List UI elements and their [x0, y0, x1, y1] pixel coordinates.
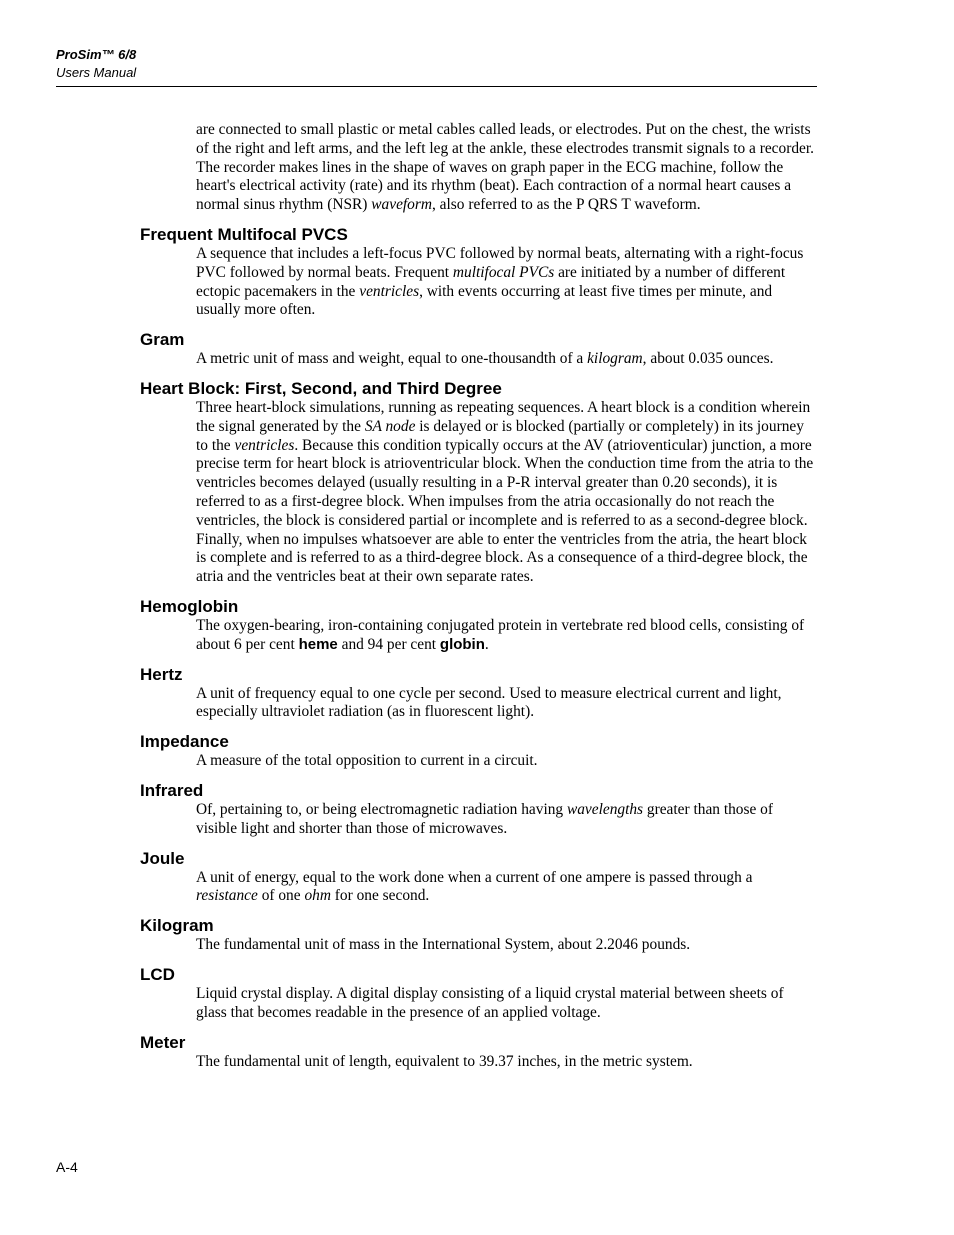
glossary-definition: A unit of frequency equal to one cycle per second. Used to measure electrical current and light, especially ultraviolet radiation (as in fluorescent light). [196, 684, 782, 721]
glossary-definition: A sequence that includes a left-focus PVC followed by normal beats, alternating with a right-focus PVC followed by normal beats. Frequent multifocal PVCs are initiated by a number of different ectopic pacemakers in the ventricles, with events occurring at least five times per minute, and usually more often. [196, 244, 804, 319]
glossary-definition: Liquid crystal display. A digital display consisting of a liquid crystal material between sheets of glass that becomes readable in the presence of an applied voltage. [196, 984, 784, 1021]
glossary-term: Kilogram [140, 916, 214, 936]
glossary-entry-heart-block [140, 379, 817, 587]
glossary-entry-gram [140, 330, 817, 369]
page-header [56, 46, 816, 82]
page-number: A-4 [56, 1159, 78, 1175]
glossary-definition: The fundamental unit of mass in the International System, about 2.2046 pounds. [196, 936, 691, 954]
header-divider [56, 86, 817, 87]
glossary-term: Joule [140, 848, 185, 868]
glossary-definition: The fundamental unit of length, equivalent to 39.37 inches, in the metric system. [196, 1052, 693, 1070]
glossary-definition: Of, pertaining to, or being electromagnetic radiation having wavelengths greater than those of visible light and shorter than those of microwaves. [196, 800, 773, 837]
glossary-term: Gram [140, 330, 185, 350]
glossary-term: Frequent Multifocal PVCS [140, 224, 348, 244]
manual-title: Users Manual [56, 65, 137, 80]
glossary-entry-meter [140, 1033, 817, 1072]
glossary-entry-hemoglobin [140, 597, 817, 655]
glossary-term: Meter [140, 1032, 186, 1052]
glossary-definition: The oxygen-bearing, iron-containing conjugated protein in vertebrate red blood cells, consisting of about 6 per cent heme and 94 per cent globin. [196, 616, 805, 653]
glossary-entry-infrared [140, 781, 817, 839]
glossary-definition: Three heart-block simulations, running as repeating sequences. A heart block is a condition wherein the signal generated by the SA node is delayed or is blocked (partially or completely) in its journey to the ventricles. Because this condition typically occurs at the AV (atrioventicular) junction, a more precise term for heart block is atrioventricular block. When the conduction time from the atria to the ventricles becomes delayed (usually resulting in a P-R interval greater than 0.20 seconds), it is referred to as a first-degree block. When impulses from the atria occasionally do not reach the ventricles, the block is considered partial or incomplete and is referred to as a second-degree block. Finally, when no impulses whatsoever are able to enter the ventricles from the atria, the heart block is complete and is referred to as a third-degree block. As a consequence of a third-degree block, the atria and the ventricles beat at their own separate rates. [196, 398, 814, 586]
glossary-content [140, 121, 817, 1071]
glossary-term: LCD [140, 964, 175, 984]
glossary-definition: A unit of energy, equal to the work done when a current of one ampere is passed through a resistance of one ohm for one second. [196, 868, 753, 905]
glossary-entry-impedance [140, 732, 817, 771]
glossary-entry-hertz [140, 665, 817, 723]
glossary-term: Hertz [140, 664, 183, 684]
glossary-term: Impedance [140, 732, 229, 752]
glossary-entry-kilogram [140, 916, 817, 955]
glossary-term: Infrared [140, 780, 204, 800]
glossary-term: Heart Block: First, Second, and Third Degree [140, 378, 502, 398]
glossary-entry-frequent-multifocal-pvcs [140, 225, 817, 320]
glossary-entry-lcd [140, 965, 817, 1023]
intro-paragraph: are connected to small plastic or metal cables called leads, or electrodes. Put on the chest, the wrists of the right and left arms, and the left leg at the ankle, these electrodes transmit signals to a recorder. The recorder makes lines in the shape of waves on graph paper in the ECG machine, follow the heart's electrical activity (rate) and its rhythm (beat). Each contraction of a normal heart causes a normal sinus rhythm (NSR) waveform, also referred to as the P QRS T waveform. [196, 121, 814, 214]
glossary-definition: A metric unit of mass and weight, equal to one-thousandth of a kilogram, about 0.035 ounces. [196, 350, 774, 368]
glossary-definition: A measure of the total opposition to current in a circuit. [196, 752, 538, 770]
glossary-term: Hemoglobin [140, 596, 239, 616]
product-name: ProSim™ 6/8 [56, 47, 137, 62]
glossary-entry-joule [140, 849, 817, 907]
